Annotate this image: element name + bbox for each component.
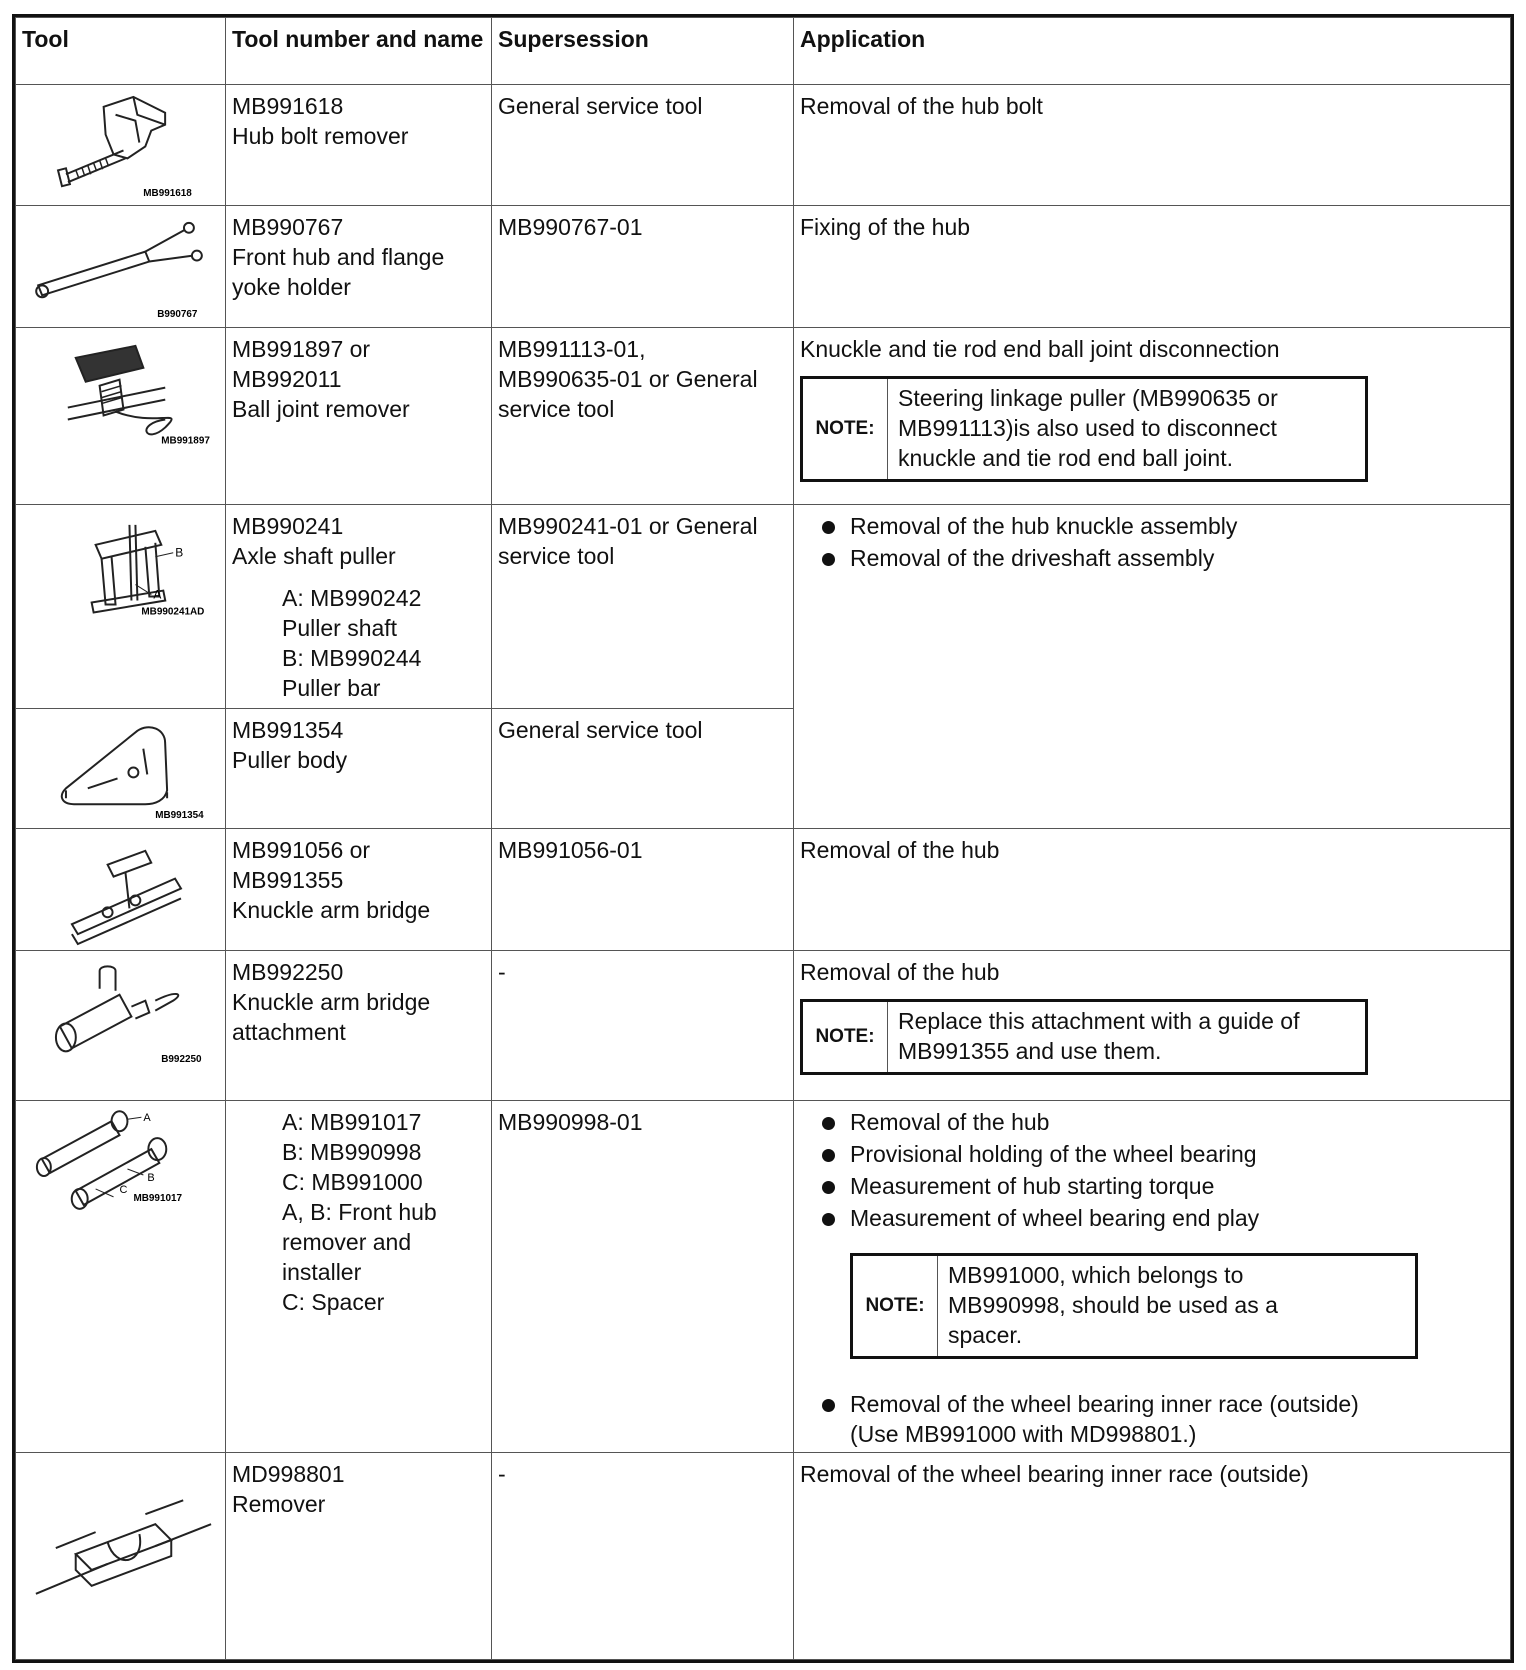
supersession-cell — [492, 1453, 794, 1660]
application-bullets — [800, 1107, 1504, 1233]
header-supersession: Supersession — [492, 18, 794, 85]
note-text: MB991113)is also used to disconnect — [898, 415, 1277, 441]
list-item: Measurement of wheel bearing end play — [822, 1203, 1504, 1233]
supersession-text: MB990767-01 — [498, 214, 643, 240]
tool-name: Puller body — [232, 747, 348, 773]
flange-yoke-holder-illustration — [16, 206, 225, 327]
sub-item: remover and — [282, 1229, 412, 1255]
sub-item: Puller shaft — [282, 615, 398, 641]
header-application: Application — [794, 18, 1511, 85]
tool-number-cell — [226, 951, 492, 1101]
table-row — [16, 505, 1511, 709]
note-text: MB991355 and use them. — [898, 1038, 1162, 1064]
supersession-text: MB991056-01 — [498, 837, 643, 863]
supersession-text: General service tool — [498, 93, 703, 119]
note-text: Replace this attachment with a guide of — [898, 1008, 1300, 1034]
note-box — [850, 1253, 1418, 1359]
tool-image-cell — [16, 328, 226, 505]
note-text: knuckle and tie rod end ball joint. — [898, 445, 1233, 471]
tool-name: Knuckle arm bridge — [232, 897, 431, 923]
tool-number-cell — [226, 85, 492, 206]
sub-item: C: MB991000 — [282, 1169, 423, 1195]
callout-b: B — [175, 545, 184, 560]
note-label: NOTE: — [852, 1255, 938, 1358]
application-cell — [794, 85, 1511, 206]
supersession-cell — [492, 505, 794, 709]
list-item-text: (Use MB991000 with MD998801.) — [850, 1421, 1197, 1447]
supersession-cell — [492, 829, 794, 951]
sub-item: Puller bar — [282, 675, 381, 701]
tool-number-cell — [226, 709, 492, 829]
tool-number: MB992250 — [232, 959, 344, 985]
tool-number: MB991618 — [232, 93, 344, 119]
note-box — [800, 999, 1368, 1075]
sub-item: B: MB990244 — [282, 645, 422, 671]
supersession-text: General service tool — [498, 717, 703, 743]
application-text: Removal of the wheel bearing inner race (outside) — [800, 1461, 1309, 1487]
application-text: Removal of the hub bolt — [800, 93, 1043, 119]
supersession-cell — [492, 951, 794, 1101]
sub-item: A, B: Front hub — [282, 1199, 437, 1225]
supersession-text: MB990635-01 or General — [498, 366, 758, 392]
table-row — [16, 951, 1511, 1101]
supersession-text: service tool — [498, 396, 615, 422]
tool-name: Ball joint remover — [232, 396, 410, 422]
tool-number-cell — [226, 206, 492, 328]
tool-number: MB991897 or — [232, 336, 371, 362]
note-text: spacer. — [948, 1322, 1023, 1348]
application-cell — [794, 829, 1511, 951]
tool-table-frame — [12, 14, 1514, 1663]
tool-name: Front hub and flange — [232, 244, 445, 270]
table-row — [16, 829, 1511, 951]
special-tools-table — [15, 17, 1511, 1660]
supersession-cell — [492, 328, 794, 505]
ball-joint-remover-illustration — [16, 328, 225, 504]
application-cell — [794, 328, 1511, 505]
axle-shaft-puller-illustration — [16, 505, 225, 708]
header-tool: Tool — [16, 18, 226, 85]
application-cell — [794, 206, 1511, 328]
supersession-cell — [492, 1101, 794, 1453]
tool-number: MB990241 — [232, 513, 344, 539]
list-item: Removal of the hub — [822, 1107, 1504, 1137]
list-item-text: Removal of the wheel bearing inner race (outside) — [850, 1391, 1359, 1417]
tool-number-cell — [226, 1101, 492, 1453]
application-bullets — [800, 511, 1504, 573]
tool-image-cell — [16, 1453, 226, 1660]
tool-image-cell — [16, 85, 226, 206]
tool-name: attachment — [232, 1019, 346, 1045]
tool-image-cell — [16, 709, 226, 829]
tool-image-cell — [16, 829, 226, 951]
application-bullets — [800, 1389, 1504, 1449]
tool-name: Remover — [232, 1491, 326, 1517]
tool-image-cell — [16, 206, 226, 328]
table-row — [16, 206, 1511, 328]
table-row — [16, 1453, 1511, 1660]
application-text: Fixing of the hub — [800, 214, 971, 240]
tool-image-label: MB991017 — [133, 1192, 183, 1204]
supersession-cell — [492, 85, 794, 206]
list-item: Measurement of hub starting torque — [822, 1171, 1504, 1201]
tool-number: MB991354 — [232, 717, 344, 743]
tool-number-cell — [226, 328, 492, 505]
tool-number-cell — [226, 1453, 492, 1660]
note-box — [800, 376, 1368, 482]
tool-number: MB991056 or — [232, 837, 371, 863]
tool-image-label: MB990241AD — [141, 606, 205, 618]
tool-image-cell — [16, 951, 226, 1101]
supersession-text: - — [498, 959, 506, 985]
application-cell — [794, 1101, 1511, 1453]
table-row — [16, 1101, 1511, 1453]
application-cell — [794, 951, 1511, 1101]
hub-remover-installer-illustration — [16, 1101, 225, 1452]
note-label: NOTE: — [802, 378, 888, 481]
header-row — [16, 18, 1511, 85]
tool-image-label: B992250 — [161, 1054, 202, 1066]
application-cell — [794, 505, 1511, 829]
tool-image-label: MB991354 — [155, 810, 204, 822]
tool-number: MB990767 — [232, 214, 344, 240]
supersession-text: - — [498, 1461, 506, 1487]
tool-number-cell — [226, 829, 492, 951]
sub-item: installer — [282, 1259, 362, 1285]
tool-image-cell — [16, 505, 226, 709]
tool-name: Axle shaft puller — [232, 543, 396, 569]
supersession-text: MB991113-01, — [498, 336, 646, 362]
header-number: Tool number and name — [226, 18, 492, 85]
sub-item: A: MB990242 — [282, 585, 422, 611]
table-row — [16, 85, 1511, 206]
bridge-attachment-illustration — [16, 951, 225, 1100]
note-body — [888, 1001, 1367, 1074]
tool-number: MD998801 — [232, 1461, 345, 1487]
tool-image-label: B990767 — [157, 309, 198, 321]
note-text: Steering linkage puller (MB990635 or — [898, 385, 1278, 411]
tool-name: Knuckle arm bridge — [232, 989, 431, 1015]
application-text: Removal of the hub — [800, 959, 1000, 985]
hub-bolt-remover-illustration — [16, 85, 225, 205]
note-text: MB991000, which belongs to — [948, 1262, 1244, 1288]
callout-b: B — [147, 1171, 155, 1184]
list-item: Removal of the hub knuckle assembly — [822, 511, 1504, 541]
puller-body-illustration — [16, 709, 225, 828]
list-item: Provisional holding of the wheel bearing — [822, 1139, 1504, 1169]
callout-c: C — [119, 1183, 128, 1196]
supersession-text: MB990998-01 — [498, 1109, 643, 1135]
application-text: Knuckle and tie rod end ball joint disconnection — [800, 336, 1280, 362]
table-row — [16, 328, 1511, 505]
sub-item: B: MB990998 — [282, 1139, 422, 1165]
note-body — [888, 378, 1367, 481]
bearing-remover-illustration — [16, 1453, 225, 1659]
tool-image-label: MB991897 — [161, 435, 210, 447]
supersession-cell — [492, 206, 794, 328]
note-body — [938, 1255, 1417, 1358]
tool-name: yoke holder — [232, 274, 351, 300]
tool-image-label: MB991618 — [143, 188, 192, 200]
note-label: NOTE: — [802, 1001, 888, 1074]
supersession-cell — [492, 709, 794, 829]
callout-a: A — [143, 1112, 151, 1125]
supersession-text: MB990241-01 or General — [498, 513, 758, 539]
tool-number-cell — [226, 505, 492, 709]
sub-item: C: Spacer — [282, 1289, 385, 1315]
knuckle-arm-bridge-illustration — [16, 829, 225, 950]
application-cell — [794, 1453, 1511, 1660]
list-item — [822, 1389, 1504, 1449]
note-text: MB990998, should be used as a — [948, 1292, 1278, 1318]
tool-number: MB992011 — [232, 366, 342, 392]
tool-image-cell — [16, 1101, 226, 1453]
tool-number: MB991355 — [232, 867, 344, 893]
list-item: Removal of the driveshaft assembly — [822, 543, 1504, 573]
supersession-text: service tool — [498, 543, 615, 569]
callout-a: A — [153, 587, 162, 602]
tool-name: Hub bolt remover — [232, 123, 409, 149]
application-text: Removal of the hub — [800, 837, 1000, 863]
sub-item: A: MB991017 — [282, 1109, 422, 1135]
